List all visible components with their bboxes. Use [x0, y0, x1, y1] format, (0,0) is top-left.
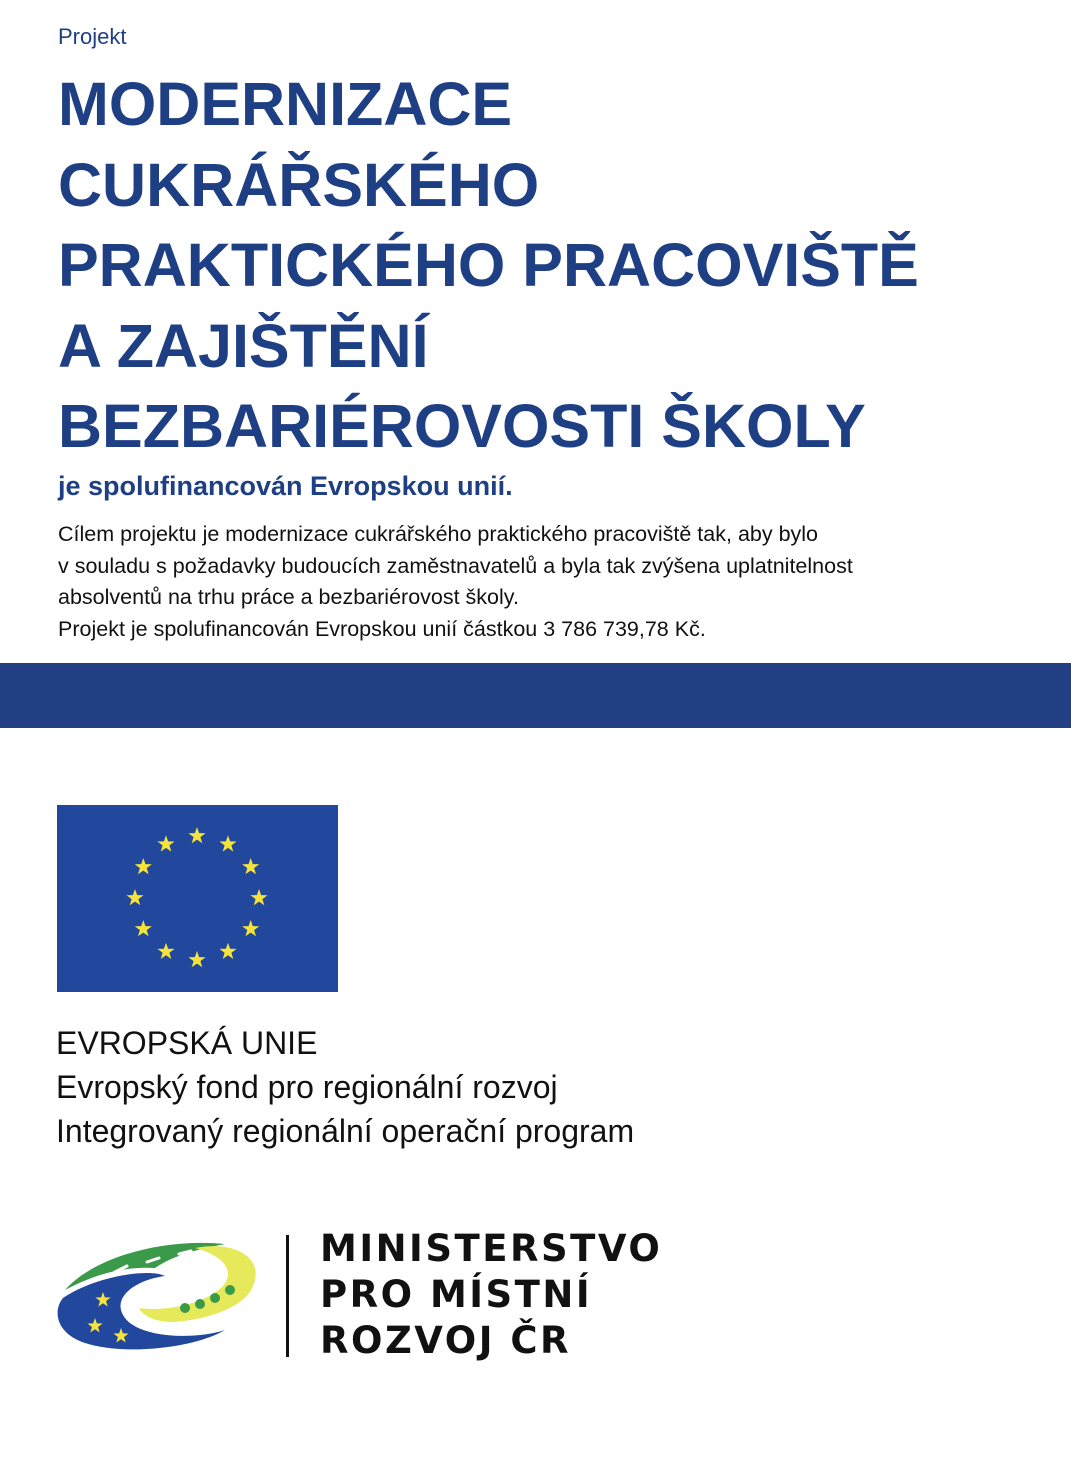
ministry-divider: [286, 1235, 289, 1357]
title-line: CUKRÁŘSKÉHO: [58, 150, 540, 219]
eu-line-programme: Integrovaný regionální operační program: [56, 1113, 635, 1149]
ministry-line: ROZVOJ ČR: [320, 1319, 572, 1362]
description-line: v souladu s požadavky budoucích zaměstnavatelů a byla tak zvýšena uplatnitelnost: [58, 553, 853, 578]
title-line: BEZBARIÉROVOSTI ŠKOLY: [58, 392, 866, 460]
project-kicker: Projekt: [58, 24, 127, 49]
ministry-line: PRO MÍSTNÍ: [320, 1273, 593, 1316]
ministry-name: [320, 1226, 662, 1364]
project-description: [58, 519, 1048, 645]
description-line: Cílem projektu je modernizace cukrářského praktického pracoviště tak, aby bylo: [58, 522, 819, 546]
eu-flag-icon: [57, 805, 338, 992]
cofinancing-subtitle: je spolufinancován Evropskou unií.: [58, 471, 513, 501]
eu-line-fund: Evropský fond pro regionální rozvoj: [56, 1069, 558, 1105]
title-line: MODERNIZACE: [58, 70, 513, 138]
description-line: absolventů na trhu práce a bezbariérovost školy.: [58, 585, 519, 609]
eu-line-union: EVROPSKÁ UNIE: [56, 1025, 318, 1061]
title-line: A ZAJIŠTĚNÍ: [58, 311, 429, 380]
project-title: [58, 64, 1038, 467]
ministry-line: MINISTERSTVO: [320, 1227, 663, 1270]
mmr-logo-icon: [55, 1238, 260, 1353]
mmr-logo-green-arc: [65, 1243, 225, 1290]
description-line: Projekt je spolufinancován Evropskou unií částkou 3 786 739,78 Kč.: [58, 616, 706, 641]
blue-band-divider: [0, 663, 1071, 728]
eu-funding-text: [56, 1021, 634, 1153]
title-line: PRAKTICKÉHO PRACOVIŠTĚ: [58, 231, 919, 299]
